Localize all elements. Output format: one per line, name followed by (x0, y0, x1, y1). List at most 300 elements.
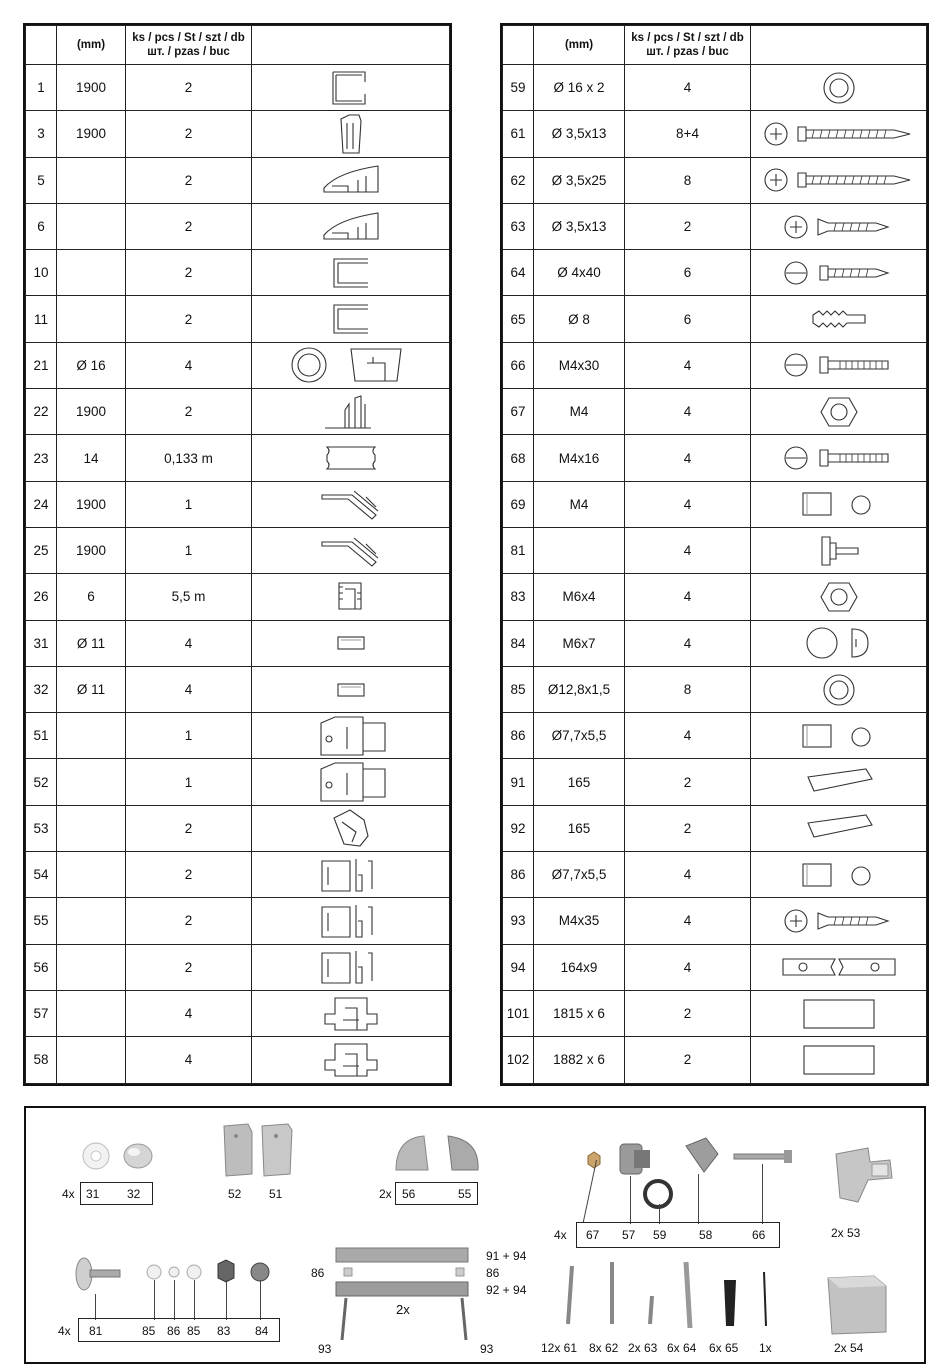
part-quantity: 4 (126, 666, 252, 712)
leader-line (226, 1280, 227, 1320)
part-picture (252, 481, 450, 527)
part-quantity: 4 (625, 342, 751, 388)
part-dimension: Ø 4x40 (534, 250, 625, 296)
part-number: 31 (26, 620, 57, 666)
part-number: 62 (503, 157, 534, 203)
table-header (26, 26, 450, 65)
part-dimension: 1900 (57, 65, 126, 111)
part-number: 22 (26, 389, 57, 435)
table-row (26, 250, 450, 296)
spacer-icon (751, 721, 926, 751)
part-number: 66 (503, 342, 534, 388)
table-row (26, 157, 450, 203)
table-row (26, 990, 450, 1036)
header-picture (252, 26, 450, 65)
part-number: 86 (503, 713, 534, 759)
part-quantity: 2 (126, 111, 252, 157)
spacer-icon (751, 489, 926, 519)
table-row (503, 1037, 927, 1083)
part-picture (252, 898, 450, 944)
leader-line (762, 1164, 763, 1224)
machine-screw-icon (751, 350, 926, 380)
part-dimension (57, 1037, 126, 1083)
g5-label: 2x 53 (831, 1226, 861, 1240)
plate-icon (252, 715, 449, 757)
header-quantity (625, 26, 751, 65)
part-quantity: 6 (625, 250, 751, 296)
table-row (503, 250, 927, 296)
table-row (503, 990, 927, 1036)
part-dimension: M4 (534, 389, 625, 435)
part-number: 59 (503, 65, 534, 111)
part-picture (252, 65, 450, 111)
leader-line (260, 1280, 261, 1320)
part-dimension: 1900 (57, 527, 126, 573)
hex-nut-icon (751, 394, 926, 430)
part-number: 23 (26, 435, 57, 481)
g4-mult: 4x (554, 1228, 567, 1242)
table-row (26, 65, 450, 111)
wall-plug-icon (751, 307, 926, 331)
part-dimension: Ø 3,5x13 (534, 111, 625, 157)
part-quantity: 4 (126, 620, 252, 666)
table-row (26, 852, 450, 898)
table-row (503, 203, 927, 249)
g4-label-c: 59 (653, 1228, 667, 1242)
part-number: 11 (26, 296, 57, 342)
corner-bracket-icon (252, 808, 449, 848)
g7-label-br: 93 (480, 1342, 494, 1356)
part-dimension: M4x16 (534, 435, 625, 481)
g6-label-f: 84 (255, 1324, 269, 1338)
table-row (503, 574, 927, 620)
part-number: 32 (26, 666, 57, 712)
part-picture (252, 574, 450, 620)
table-row (503, 65, 927, 111)
table-row (26, 296, 450, 342)
part-number: 81 (503, 527, 534, 573)
table-row (26, 713, 450, 759)
part-picture (751, 805, 927, 851)
part-dimension: 1900 (57, 389, 126, 435)
part-number: 5 (26, 157, 57, 203)
part-dimension: Ø7,7x5,5 (534, 713, 625, 759)
part-number: 68 (503, 435, 534, 481)
part-number: 55 (26, 898, 57, 944)
part-picture (252, 1037, 450, 1083)
part-number: 101 (503, 990, 534, 1036)
g3-label-b: 55 (458, 1187, 472, 1201)
part-number: 10 (26, 250, 57, 296)
table-row (503, 389, 927, 435)
part-quantity: 4 (625, 713, 751, 759)
part-dimension: M6x4 (534, 574, 625, 620)
part-picture (751, 574, 927, 620)
part-picture (252, 296, 450, 342)
part-quantity: 4 (625, 944, 751, 990)
part-picture (252, 713, 450, 759)
part-picture (751, 389, 927, 435)
table-row (26, 666, 450, 712)
part-dimension: 165 (534, 805, 625, 851)
part-dimension (57, 203, 126, 249)
part-quantity: 4 (625, 527, 751, 573)
part-dimension: M4x35 (534, 898, 625, 944)
corner-bracket-photo-icon (828, 1140, 898, 1210)
part-quantity: 8 (625, 157, 751, 203)
part-dimension: Ø12,8x1,5 (534, 666, 625, 712)
washer-icon (751, 70, 926, 106)
part-picture (751, 990, 927, 1036)
table-row (503, 111, 927, 157)
part-picture (751, 527, 927, 573)
table-row (503, 157, 927, 203)
slotted-screw-icon (751, 258, 926, 288)
part-picture (252, 759, 450, 805)
part-dimension (57, 157, 126, 203)
part-number: 102 (503, 1037, 534, 1083)
u-channel-icon (252, 255, 449, 291)
part-dimension (57, 759, 126, 805)
g6-label-c: 86 (167, 1324, 181, 1338)
g3-mult: 2x (379, 1187, 392, 1201)
part-quantity: 2 (126, 203, 252, 249)
part-dimension: Ø 11 (57, 666, 126, 712)
g8-label-b: 8x 62 (589, 1341, 619, 1355)
plate-icon (252, 761, 449, 803)
wall-profile-icon (252, 113, 449, 155)
part-dimension: Ø7,7x5,5 (534, 852, 625, 898)
table-row (26, 203, 450, 249)
part-dimension: 14 (57, 435, 126, 481)
part-number: 65 (503, 296, 534, 342)
table-row (26, 389, 450, 435)
g6-label-b: 85 (142, 1324, 156, 1338)
cover-caps-icon (76, 1134, 166, 1174)
glass-panel-icon (751, 997, 926, 1031)
table-row (503, 713, 927, 759)
table-row (503, 898, 927, 944)
g1-label-b: 32 (127, 1187, 141, 1201)
parts-table-left (25, 25, 450, 1084)
g8-label-e: 6x 65 (709, 1341, 739, 1355)
part-number: 91 (503, 759, 534, 805)
table-row (26, 435, 450, 481)
connector-icon (252, 443, 449, 473)
g7-label-r-top1: 91 + 94 (486, 1249, 527, 1263)
g4-label-b: 57 (622, 1228, 636, 1242)
part-picture (751, 666, 927, 712)
part-number: 6 (26, 203, 57, 249)
part-picture (252, 389, 450, 435)
header-qty-line2: шт. / pzas / buc (646, 46, 729, 58)
table-row (503, 342, 927, 388)
part-dimension (57, 944, 126, 990)
g4-label-e: 66 (752, 1228, 766, 1242)
part-quantity: 2 (126, 250, 252, 296)
u-channel-icon (252, 301, 449, 337)
part-dimension (57, 296, 126, 342)
g4-label-d: 58 (699, 1228, 713, 1242)
u-profile-icon (252, 68, 449, 108)
table-row (26, 481, 450, 527)
g4-box (576, 1222, 780, 1248)
end-cap-icon (252, 855, 449, 895)
g6-label-e: 83 (217, 1324, 231, 1338)
table-row (503, 944, 927, 990)
part-dimension (57, 250, 126, 296)
part-quantity: 4 (625, 435, 751, 481)
part-quantity: 2 (126, 157, 252, 203)
table-row (26, 759, 450, 805)
small-cap-icon (252, 681, 449, 699)
roller-holder-icon (252, 994, 449, 1034)
ring-and-block-icon (252, 345, 449, 385)
g6-label-d: 85 (187, 1324, 201, 1338)
part-dimension: Ø 16 (57, 342, 126, 388)
screws-and-plugs-icon (556, 1258, 776, 1338)
countersunk-screw-icon (751, 906, 926, 936)
g4-label-a: 67 (586, 1228, 600, 1242)
part-picture (751, 852, 927, 898)
part-picture (751, 713, 927, 759)
part-dimension: Ø 8 (534, 296, 625, 342)
table-row (26, 805, 450, 851)
part-picture (751, 620, 927, 666)
part-number: 57 (26, 990, 57, 1036)
part-number: 54 (26, 852, 57, 898)
part-dimension: 1815 x 6 (534, 990, 625, 1036)
leader-line (630, 1176, 631, 1224)
g8-label-a: 12x 61 (541, 1341, 578, 1355)
table-row (26, 527, 450, 573)
leader-line (95, 1294, 96, 1320)
part-quantity: 2 (625, 805, 751, 851)
part-picture (751, 250, 927, 296)
washer-icon (751, 672, 926, 708)
part-quantity: 2 (625, 759, 751, 805)
part-quantity: 8 (625, 666, 751, 712)
part-picture (252, 620, 450, 666)
part-dimension: M4x30 (534, 342, 625, 388)
table-row (26, 111, 450, 157)
leader-line (154, 1280, 155, 1320)
part-picture (252, 250, 450, 296)
table-row (503, 435, 927, 481)
handle-profile-icon (252, 209, 449, 245)
part-picture (252, 852, 450, 898)
leader-line (194, 1280, 195, 1320)
table-row (503, 481, 927, 527)
table-row (26, 342, 450, 388)
small-cap-icon (252, 634, 449, 652)
table-row (26, 898, 450, 944)
part-quantity: 2 (126, 944, 252, 990)
part-number: 51 (26, 713, 57, 759)
header-qty-line1: ks / pcs / St / szt / db (631, 32, 744, 44)
part-dimension: Ø 3,5x25 (534, 157, 625, 203)
part-picture (751, 1037, 927, 1083)
roller-bolt-icon (751, 533, 926, 569)
part-number: 69 (503, 481, 534, 527)
roller-holder-icon (252, 1040, 449, 1080)
part-dimension: M4 (534, 481, 625, 527)
table-row (503, 296, 927, 342)
part-dimension (57, 990, 126, 1036)
roller-set-icon (578, 1130, 808, 1220)
header-picture (751, 26, 927, 65)
g2-label-a: 52 (228, 1187, 242, 1201)
g1-mult: 4x (62, 1187, 75, 1201)
gasket-icon (252, 579, 449, 615)
part-quantity: 4 (126, 1037, 252, 1083)
part-dimension (57, 898, 126, 944)
part-picture (751, 342, 927, 388)
part-number: 67 (503, 389, 534, 435)
table-row (26, 620, 450, 666)
bar-icon (751, 767, 926, 797)
bar-icon (751, 813, 926, 843)
part-picture (252, 111, 450, 157)
phillips-screw-icon (751, 119, 926, 149)
part-dimension (57, 852, 126, 898)
part-number: 84 (503, 620, 534, 666)
part-quantity: 2 (126, 296, 252, 342)
part-dimension: 1900 (57, 481, 126, 527)
part-picture (751, 898, 927, 944)
leader-line (659, 1204, 660, 1224)
hex-nut-icon (751, 579, 926, 615)
table-header (503, 26, 927, 65)
part-number: 86 (503, 852, 534, 898)
countersunk-screw-icon (751, 212, 926, 242)
table-row (503, 759, 927, 805)
part-quantity: 2 (625, 1037, 751, 1083)
part-quantity: 6 (625, 296, 751, 342)
part-picture (252, 342, 450, 388)
part-dimension (57, 713, 126, 759)
part-picture (751, 296, 927, 342)
g7-label-l-top: 86 (311, 1266, 325, 1280)
table-row (503, 852, 927, 898)
part-number: 93 (503, 898, 534, 944)
part-picture (751, 435, 927, 481)
part-quantity: 4 (126, 342, 252, 388)
part-picture (252, 666, 450, 712)
g2-label-b: 51 (269, 1187, 283, 1201)
part-quantity: 1 (126, 481, 252, 527)
wall-plates-icon (218, 1120, 298, 1180)
part-number: 1 (26, 65, 57, 111)
glass-panel-icon (751, 1043, 926, 1077)
handle-profile-icon (252, 162, 449, 198)
part-quantity: 4 (625, 898, 751, 944)
g3-label-a: 56 (402, 1187, 416, 1201)
end-cap-icon (252, 901, 449, 941)
table-row (26, 944, 450, 990)
part-quantity: 2 (126, 65, 252, 111)
part-dimension: 1882 x 6 (534, 1037, 625, 1083)
header-number (503, 26, 534, 65)
strip-icon (751, 955, 926, 979)
part-number: 92 (503, 805, 534, 851)
cap-nut-icon (751, 625, 926, 661)
bolt-set-icon (70, 1248, 290, 1298)
part-quantity: 2 (625, 990, 751, 1036)
part-quantity: 1 (126, 713, 252, 759)
g7-label-r-top2: 86 (486, 1266, 500, 1280)
part-quantity: 4 (625, 389, 751, 435)
part-quantity: 4 (625, 852, 751, 898)
table-row (503, 620, 927, 666)
machine-screw-icon (751, 443, 926, 473)
header-qty-line1: ks / pcs / St / szt / db (132, 32, 245, 44)
part-number: 85 (503, 666, 534, 712)
part-dimension: 164x9 (534, 944, 625, 990)
part-number: 94 (503, 944, 534, 990)
part-number: 56 (26, 944, 57, 990)
part-quantity: 2 (126, 805, 252, 851)
magnetic-seal-icon (252, 487, 449, 521)
part-number: 58 (26, 1037, 57, 1083)
part-picture (751, 65, 927, 111)
part-picture (252, 203, 450, 249)
part-picture (252, 805, 450, 851)
part-quantity: 4 (625, 574, 751, 620)
part-quantity: 5,5 m (126, 574, 252, 620)
table-row (26, 574, 450, 620)
part-dimension (57, 805, 126, 851)
part-picture (751, 111, 927, 157)
part-picture (252, 527, 450, 573)
header-mm: (mm) (534, 26, 625, 65)
magnetic-seal-icon (252, 534, 449, 568)
end-caps-icon (386, 1130, 486, 1176)
table-row (503, 527, 927, 573)
part-picture (252, 990, 450, 1036)
header-number (26, 26, 57, 65)
part-quantity: 1 (126, 527, 252, 573)
g6-label-a: 81 (89, 1324, 103, 1338)
end-cap-icon (252, 947, 449, 987)
part-number: 83 (503, 574, 534, 620)
part-number: 61 (503, 111, 534, 157)
part-dimension: 1900 (57, 111, 126, 157)
g7-label-bl: 93 (318, 1342, 332, 1356)
part-picture (751, 203, 927, 249)
part-picture (751, 759, 927, 805)
header-quantity (126, 26, 252, 65)
part-number: 3 (26, 111, 57, 157)
part-quantity: 2 (126, 389, 252, 435)
g1-label-a: 31 (86, 1187, 100, 1201)
g7-mult: 2x (396, 1302, 410, 1317)
part-picture (751, 157, 927, 203)
header-mm: (mm) (57, 26, 126, 65)
leader-line (698, 1174, 699, 1224)
part-picture (252, 157, 450, 203)
spacer-icon (751, 860, 926, 890)
part-picture (751, 944, 927, 990)
g7-label-r-mid: 92 + 94 (486, 1283, 527, 1297)
parts-table-right (502, 25, 927, 1084)
part-number: 63 (503, 203, 534, 249)
part-quantity: 1 (126, 759, 252, 805)
part-number: 53 (26, 805, 57, 851)
guide-bars-icon (326, 1240, 486, 1352)
part-number: 21 (26, 342, 57, 388)
table-row (503, 666, 927, 712)
